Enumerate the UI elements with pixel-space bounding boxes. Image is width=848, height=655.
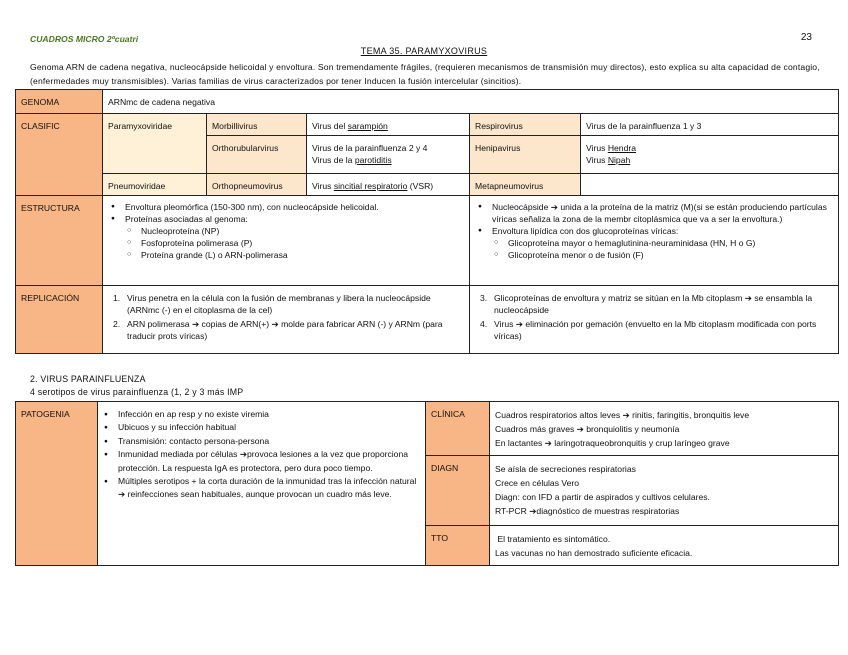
list-item: 2. ARN polimerasa ➔ copias de ARN(+) ➔ molde para fabricar ARN (-) y ARNm (para traducir prots víricas) <box>113 319 443 341</box>
genoma-label: GENOMA <box>16 90 103 114</box>
genus-morbillivirus: Morbillivirus <box>207 114 307 136</box>
intro-paragraph: Genoma ARN de cadena negativa, nucleocápside helicoidal y envoltura. Son tremendamente frágiles, (requieren mecanismos de transmisión muy directos), esto explica su alta capacidad de contagio, (enfermedades muy transmisibles). Varias familias de virus caracterizados por tener Inducen la fusión intercelular (sincitios). <box>30 62 820 86</box>
paramyxovirus-table <box>15 89 839 354</box>
virus-parainfluenza-1-3: Virus de la parainfluenza 1 y 3 <box>581 114 839 136</box>
patogenia-content <box>98 402 426 566</box>
list-item: ○ Fosfoproteína polimerasa (P) <box>111 237 464 249</box>
list-item: ● Envoltura lipídica con dos glucoproteínas víricas: <box>478 225 833 237</box>
list-item: ● Nucleocápside ➔ unida a la proteína de la matriz (M)(si se están produciendo partículas víricas señaliza la zona de la membr citoplásmica que va a ser la envoltura.) <box>478 201 833 225</box>
tto-content: El tratamiento es sintomático. Las vacunas no han demostrado suficiente eficacia. <box>490 526 839 566</box>
genus-metapneumovirus: Metapneumovirus <box>470 174 581 196</box>
list-item: ● Múltiples serotipos + la corta duración de la inmunidad tras la infección natural ➔ reinfecciones sean habituales, aunque provocan un cuadro más leve. <box>104 475 420 502</box>
estructura-right <box>470 196 839 286</box>
patogenia-label: PATOGENIA <box>16 402 98 566</box>
list-item: ● Ubicuos y su infección habitual <box>104 421 420 434</box>
list-item: ● Envoltura pleomórfica (150-300 nm), con nucleocápside helicoidal. <box>111 201 464 213</box>
list-item: ● Transmisión: contacto persona-persona <box>104 435 420 448</box>
virus-vsr: Virus sincitial respiratorio (VSR) <box>307 174 470 196</box>
genus-orthorubularvirus: Orthorubularvirus <box>207 136 307 174</box>
diagn-content: Se aísla de secreciones respiratorias Crece en células Vero Diagn: con IFD a partir de aspirados y cultivos celulares. RT-PCR ➔diagnóstico de muestras respiratorias <box>490 456 839 526</box>
clasific-label: CLASIFIC <box>16 114 103 196</box>
page-number: 23 <box>800 32 812 43</box>
virus-henipa-list: Virus Hendra Virus Nipah <box>581 136 839 174</box>
list-item: 4. Virus ➔ eliminación por gemación (envuelto en la Mb citoplasm modificada con ports víricas) <box>480 319 817 341</box>
estructura-left <box>103 196 470 286</box>
list-item: ● Proteínas asociadas al genoma: <box>111 213 464 225</box>
parainfluenza-table <box>15 401 839 566</box>
list-item: ○ Proteína grande (L) o ARN-polimerasa <box>111 249 464 261</box>
virus-orthorubular-list: Virus de la parainfluenza 2 y 4 Virus de la parotiditis <box>307 136 470 174</box>
family-paramyxoviridae: Paramyxoviridae <box>103 114 207 174</box>
diagn-label: DIAGN <box>426 456 490 526</box>
document-header: CUADROS MICRO 2ºcuatri <box>30 34 139 44</box>
clinica-content: Cuadros respiratorios altos leves ➔ rinitis, faringitis, bronquitis leve Cuadros más graves ➔ bronquiolitis y neumonía En lactantes ➔ laringotraqueobronquitis y crup laríngeo grave <box>490 402 839 456</box>
list-item: ● Inmunidad mediada por células ➔provoca lesiones a la vez que proporciona protección. La respuesta IgA es protectora, pero dura poco tiempo. <box>104 448 420 475</box>
clinica-label: CLÍNICA <box>426 402 490 456</box>
list-item: ○ Glicoproteína mayor o hemaglutinina-neuraminidasa (HN, H o G) <box>478 237 833 249</box>
list-item: ○ Nucleoproteína (NP) <box>111 225 464 237</box>
list-item: 3. Glicoproteínas de envoltura y matriz se sitúan en la Mb citoplasm ➔ se ensambla la nucleocápside <box>480 293 813 315</box>
tto-label: TTO <box>426 526 490 566</box>
section-subheading: 4 serotipos de virus parainfluenza (1, 2 y 3 más IMP <box>30 387 244 397</box>
replicacion-label: REPLICACIÓN <box>16 286 103 354</box>
empty-cell <box>581 174 839 196</box>
estructura-label: ESTRUCTURA <box>16 196 103 286</box>
replicacion-right <box>470 286 839 354</box>
virus-sarampion: Virus del sarampión <box>307 114 470 136</box>
list-item: ● Infección en ap resp y no existe viremia <box>104 408 420 421</box>
family-pneumoviridae: Pneumoviridae <box>103 174 207 196</box>
genus-respirovirus: Respirovirus <box>470 114 581 136</box>
section-heading: 2. VIRUS PARAINFLUENZA <box>30 374 146 384</box>
list-item: 1. Virus penetra en la célula con la fusión de membranas y libera la nucleocápside (ARNmc (-) en el citoplasma de la cel) <box>113 293 431 315</box>
replicacion-left <box>103 286 470 354</box>
list-item: ○ Glicoproteína menor o de fusión (F) <box>478 249 833 261</box>
genus-henipavirus: Henipavirus <box>470 136 581 174</box>
page-title: TEMA 35. PARAMYXOVIRUS <box>360 46 488 56</box>
genoma-value: ARNmc de cadena negativa <box>103 90 839 114</box>
genus-orthopneumovirus: Orthopneumovirus <box>207 174 307 196</box>
